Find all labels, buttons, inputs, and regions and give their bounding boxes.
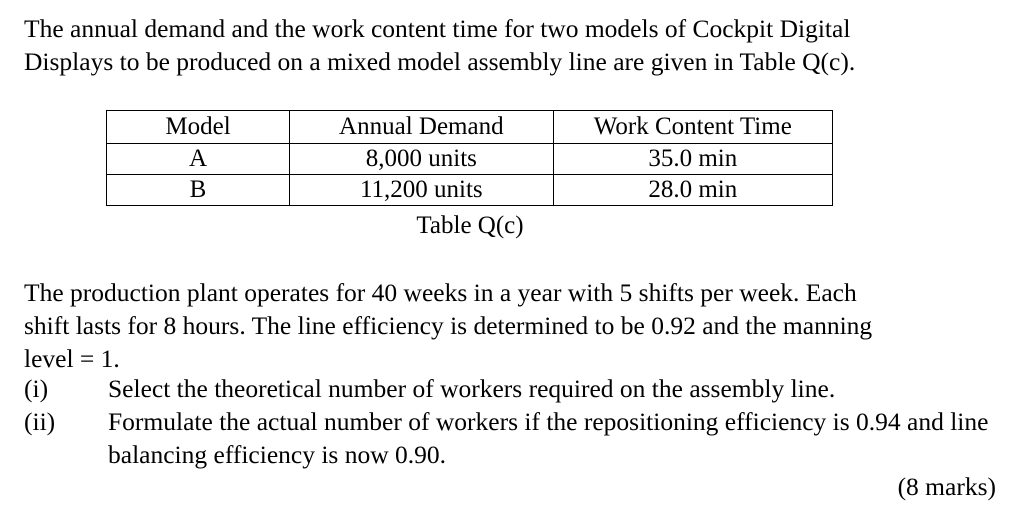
table-row	[107, 144, 833, 175]
operations-line-1: The production plant operates for 40 weeks in a year with 5 shifts per week. Each	[24, 278, 857, 307]
cell-demand-a: 8,000 units	[290, 144, 554, 175]
cell-time-a: 35.0 min	[553, 144, 832, 175]
table-header-row	[107, 111, 833, 144]
operations-line-3: level = 1.	[24, 344, 120, 373]
question-number: (i)	[24, 374, 49, 403]
intro-line-1: The annual demand and the work content time for two models of Cockpit Digital	[24, 14, 851, 43]
header-annual-demand: Annual Demand	[290, 111, 554, 144]
cell-demand-b: 11,200 units	[290, 175, 554, 206]
question-text: Select the theoretical number of workers required on the assembly line.	[108, 374, 836, 403]
demand-table	[106, 110, 833, 206]
operations-line-2: shift lasts for 8 hours. The line efficiency is determined to be 0.92 and the manning	[24, 311, 873, 340]
intro-paragraph	[24, 12, 996, 78]
question-text: Formulate the actual number of workers if the repositioning efficiency is 0.94 and line balancing efficiency is now 0.90.	[108, 407, 989, 469]
question-number: (ii)	[24, 407, 56, 436]
operations-paragraph	[24, 276, 996, 375]
cell-time-b: 28.0 min	[553, 175, 832, 206]
table-caption: Table Q(c)	[416, 212, 524, 239]
header-work-content-time: Work Content Time	[553, 111, 832, 144]
intro-line-2: Displays to be produced on a mixed model assembly line are given in Table Q(c).	[24, 47, 856, 76]
header-model: Model	[107, 111, 290, 144]
cell-model-a: A	[107, 144, 290, 175]
marks-label: (8 marks)	[897, 472, 996, 501]
table-row	[107, 175, 833, 206]
cell-model-b: B	[107, 175, 290, 206]
